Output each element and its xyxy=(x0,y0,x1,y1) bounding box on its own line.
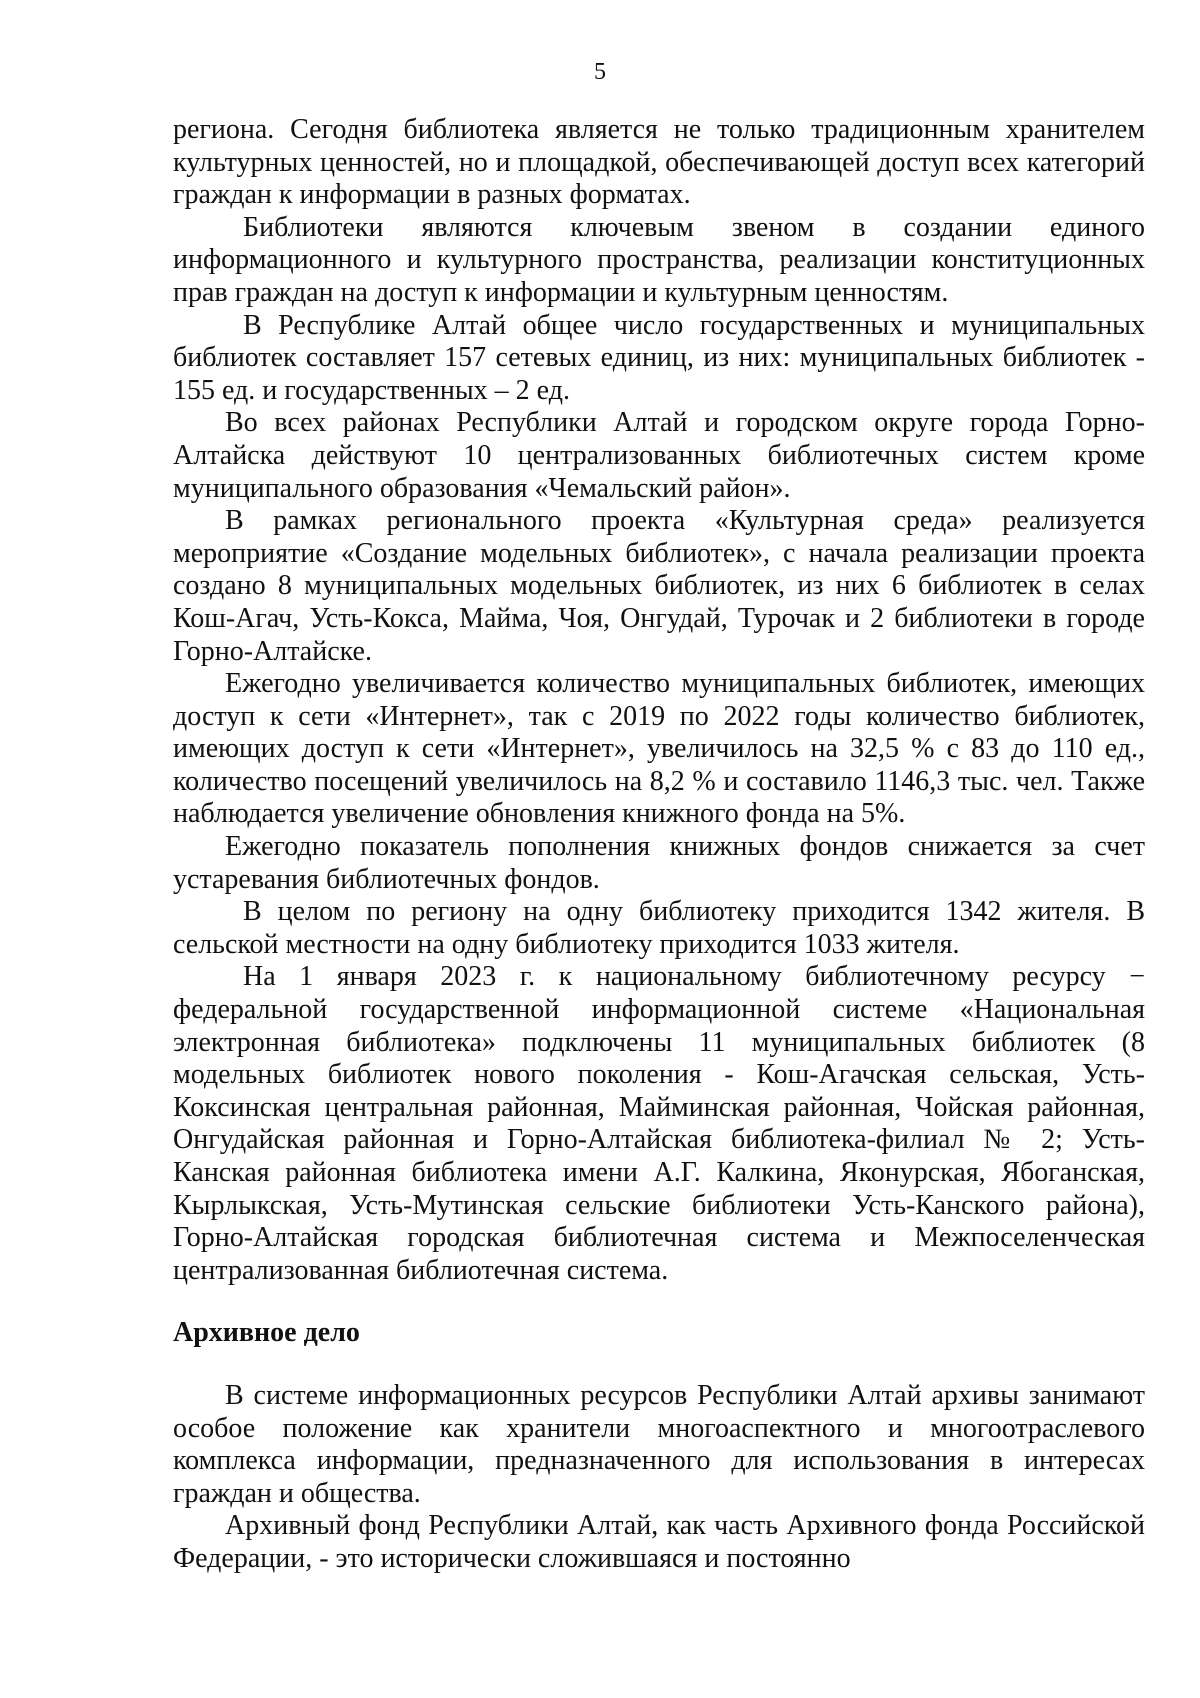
paragraph-residents-per-library: В целом по региону на одну библиотеку приходится 1342 жителя. В сельской местности на одну библиотеку приходится 1033 жителя. xyxy=(173,896,1145,960)
paragraph-internet-access: Ежегодно увеличивается количество муниципальных библиотек, имеющих доступ к сети «Интернет», так с 2019 по 2022 годы количество библиотек, имеющих доступ к сети «Интернет», увеличилось на 32,5 % с 83 до 110 ед., количество посещений увеличилось на 8,2 % и составило 1146,3 тыс. чел. Также наблюдается увеличение обновления книжного фонда на 5%. xyxy=(173,668,1145,830)
paragraph-archives-role: В системе информационных ресурсов Республики Алтай архивы занимают особое положение как хранители многоаспектного и многоотраслевого комплекса информации, предназначенного для использования в интересах граждан и общества. xyxy=(173,1379,1145,1509)
section-heading-archives: Архивное дело xyxy=(173,1317,360,1349)
paragraph-library-count: В Республике Алтай общее число государственных и муниципальных библиотек составляет 157 сетевых единиц, из них: муниципальных библиотек - 155 ед. и государственных – 2 ед. xyxy=(173,309,1145,406)
page-number: 5 xyxy=(594,59,606,85)
paragraph-libraries-role: Библиотеки являются ключевым звеном в создании единого информационного и культурного пространства, реализации конституционных прав граждан на доступ к информации и культурным ценностям. xyxy=(173,211,1145,308)
paragraph-model-libraries: В рамках регионального проекта «Культурная среда» реализуется мероприятие «Создание модельных библиотек», с начала реализации проекта создано 8 муниципальных модельных библиотек, из них 6 библиотек в селах Кош-Агач, Усть-Кокса, Майма, Чоя, Онгудай, Турочак и 2 библиотеки в городе Горно-Алтайске. xyxy=(173,505,1145,667)
page-body xyxy=(173,114,1145,1576)
paragraph-national-library: На 1 января 2023 г. к национальному библиотечному ресурсу − федеральной государственной информационной системе «Национальная электронная библиотека» подключены 11 муниципальных библиотек (8 модельных библиотек нового поколения - Кош-Агачская сельская, Усть-Коксинская центральная районная, Майминская районная, Чойская районная, Онгудайская районная и Горно-Алтайская библиотека-филиал № 2; Усть-Канская районная библиотека имени А.Г. Калкина, Яконурская, Ябоганская, Кырлыкская, Усть-Мутинская сельские библиотеки Усть-Канского района), Горно-Алтайская городская библиотечная система и Межпоселенческая централизованная библиотечная система. xyxy=(173,961,1145,1286)
paragraph-book-funds: Ежегодно показатель пополнения книжных фондов снижается за счет устаревания библиотечных фондов. xyxy=(173,831,1145,895)
paragraph-archive-fund: Архивный фонд Республики Алтай, как часть Архивного фонда Российской Федерации, - это исторически сложившаяся и постоянно xyxy=(173,1510,1145,1574)
paragraph-centralized-systems: Во всех районах Республики Алтай и городском округе города Горно-Алтайска действуют 10 централизованных библиотечных систем кроме муниципального образования «Чемальский район». xyxy=(173,407,1145,504)
paragraph-continuation: региона. Сегодня библиотека является не только традиционным хранителем культурных ценностей, но и площадкой, обеспечивающей доступ всех категорий граждан к информации в разных форматах. xyxy=(173,114,1145,211)
